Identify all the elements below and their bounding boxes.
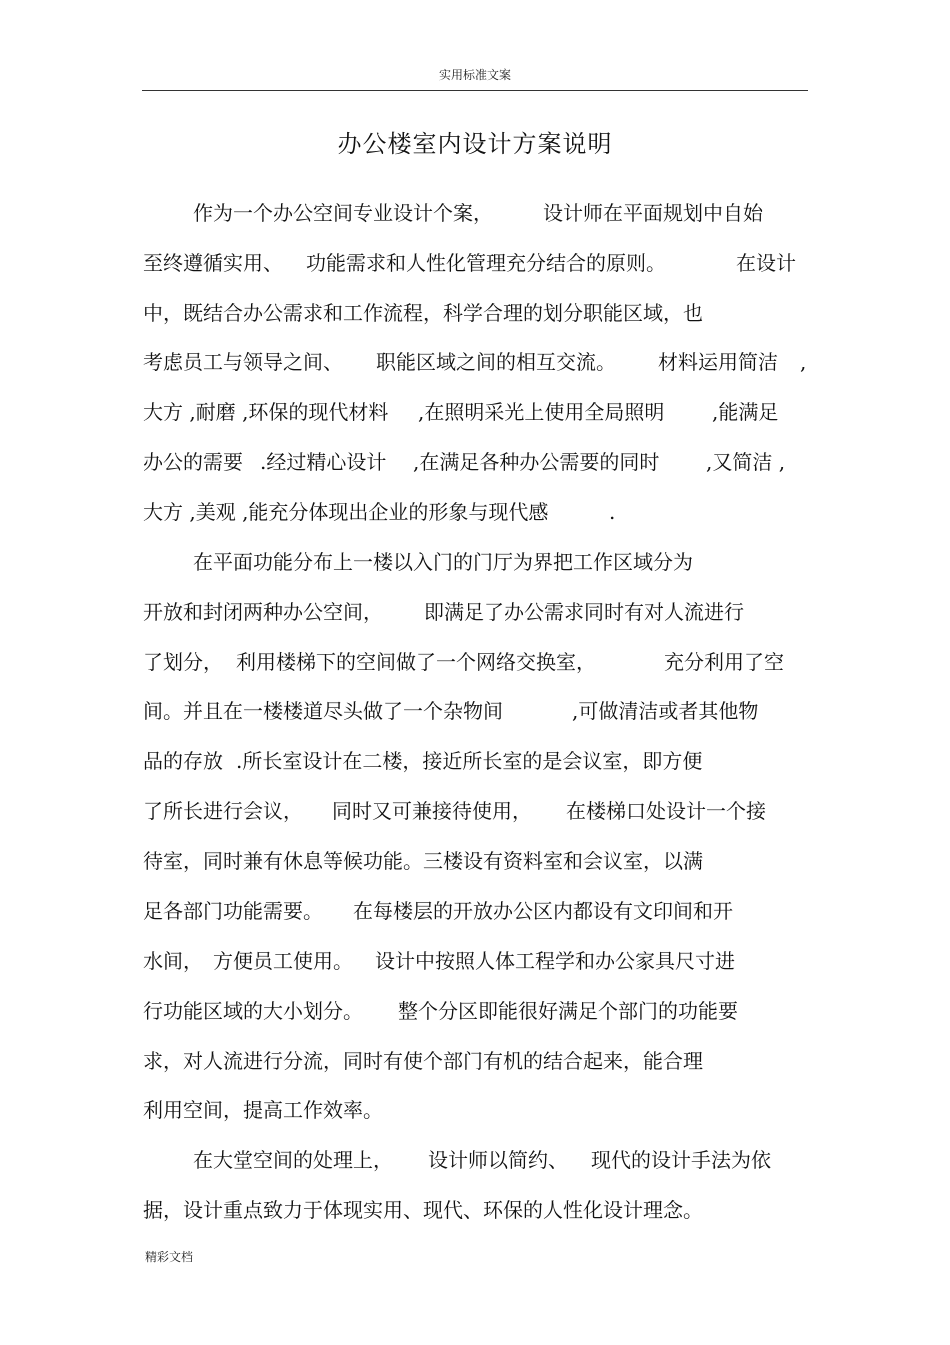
- body-line: [0, 347, 950, 377]
- text-segment: .: [609, 500, 616, 524]
- text-segment: 同时又可兼接待使用，: [332, 799, 532, 823]
- body-line: [0, 946, 950, 976]
- body-line: [0, 1145, 950, 1175]
- text-segment: 作为一个办公空间专业设计个案，: [193, 201, 493, 225]
- text-segment: 整个分区即能很好满足个部门的功能要: [398, 999, 738, 1023]
- body-line: [0, 497, 950, 527]
- header-divider: [142, 90, 808, 91]
- text-segment: 考虑员工与领导之间、: [143, 350, 343, 374]
- body-line: [0, 298, 950, 328]
- body-line: [0, 846, 950, 876]
- body-line: [0, 198, 950, 228]
- text-segment: .所长室设计在二楼，接近所长室的是会议室，即方便: [236, 749, 703, 773]
- text-segment: 大方 ,耐磨 ,环保的现代材料: [143, 400, 389, 424]
- body-line: [0, 1046, 950, 1076]
- text-segment: 行功能区域的大小划分。: [143, 999, 363, 1023]
- body-line: [0, 597, 950, 627]
- body-line: [0, 447, 950, 477]
- body-line: [0, 397, 950, 427]
- text-segment: .经过精心设计: [260, 450, 387, 474]
- text-segment: ,能满足: [712, 400, 779, 424]
- text-segment: ,又简洁 ,: [706, 450, 786, 474]
- body-line: [0, 248, 950, 278]
- text-segment: 在设计: [736, 251, 796, 275]
- text-segment: 在大堂空间的处理上，: [193, 1148, 393, 1172]
- text-segment: 设计师以简约、: [428, 1148, 568, 1172]
- text-segment: 待室，同时兼有休息等候功能。三楼设有资料室和会议室，以满: [143, 849, 703, 873]
- text-segment: 功能需求和人性化管理充分结合的原则。: [306, 251, 666, 275]
- body-line: [0, 896, 950, 926]
- text-segment: 间。并且在一楼楼道尽头做了一个杂物间: [143, 699, 503, 723]
- body-line: [0, 996, 950, 1026]
- body-line: [0, 746, 950, 776]
- text-segment: 在平面功能分布上一楼以入门的门厅为界把工作区域分为: [193, 550, 693, 574]
- body-line: [0, 696, 950, 726]
- body-line: [0, 1195, 950, 1225]
- text-segment: 在楼梯口处设计一个接: [566, 799, 766, 823]
- text-segment: 办公的需要: [143, 450, 243, 474]
- text-segment: 利用空间，提高工作效率。: [143, 1098, 383, 1122]
- text-segment: ,可做清洁或者其他物: [572, 699, 759, 723]
- text-segment: 据，设计重点致力于体现实用、现代、环保的人性化设计理念。: [143, 1198, 703, 1222]
- text-segment: 至终遵循实用、: [143, 251, 283, 275]
- text-segment: ,在满足各种办公需要的同时: [413, 450, 660, 474]
- text-segment: 设计中按照人体工程学和办公家具尺寸进: [375, 949, 735, 973]
- text-segment: 在每楼层的开放办公区内都设有文印间和开: [353, 899, 733, 923]
- text-segment: 即满足了办公需求同时有对人流进行: [424, 600, 744, 624]
- text-segment: ,在照明采光上使用全局照明: [418, 400, 665, 424]
- text-segment: 足各部门功能需要。: [143, 899, 323, 923]
- text-segment: 设计师在平面规划中自始: [543, 201, 763, 225]
- text-segment: 方便员工使用。: [213, 949, 353, 973]
- document-title: 办公楼室内设计方案说明: [337, 130, 613, 158]
- text-segment: 大方 ,美观 ,能充分体现出企业的形象与现代感: [143, 500, 549, 524]
- text-segment: 求，对人流进行分流，同时有使个部门有机的结合起来，能合理: [143, 1049, 703, 1073]
- text-segment: 开放和封闭两种办公空间，: [143, 600, 383, 624]
- text-segment: 职能区域之间的相互交流。: [376, 350, 616, 374]
- text-segment: 水间，: [143, 949, 203, 973]
- text-segment: 品的存放: [143, 749, 223, 773]
- running-header: 实用标准文案: [438, 68, 511, 82]
- body-line: [0, 547, 950, 577]
- body-line: [0, 796, 950, 826]
- text-segment: 中，既结合办公需求和工作流程，科学合理的划分职能区域，也: [143, 301, 703, 325]
- text-segment: ,: [800, 350, 807, 374]
- text-segment: 了所长进行会议，: [143, 799, 303, 823]
- text-segment: 充分利用了空: [664, 650, 784, 674]
- text-segment: 材料运用简洁: [658, 350, 778, 374]
- running-footer: 精彩文档: [145, 1250, 194, 1264]
- text-segment: 利用楼梯下的空间做了一个网络交换室，: [236, 650, 596, 674]
- body-line: [0, 647, 950, 677]
- body-line: [0, 1095, 950, 1125]
- text-segment: 了划分，: [143, 650, 223, 674]
- text-segment: 现代的设计手法为依: [591, 1148, 771, 1172]
